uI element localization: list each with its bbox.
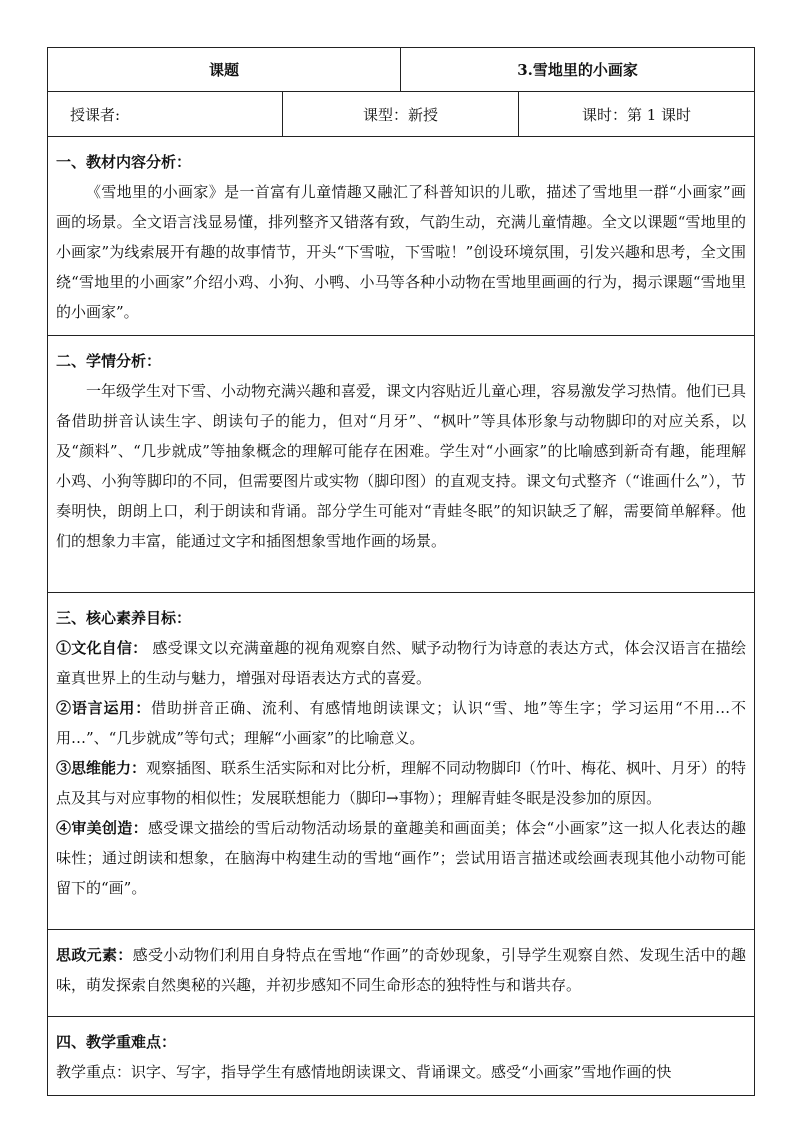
goal-text: 感受课文以充满童趣的视角观察自然、赋予动物行为诗意的表达方式，体会汉语言在描绘童真世界上的生动与魅力，增强对母语表达方式的喜爱。	[56, 639, 747, 687]
goal-text: 观察插图、联系生活实际和对比分析，理解不同动物脚印（竹叶、梅花、枫叶、月牙）的特点及其与对应事物的相似性；发展联想能力（脚印→事物）；理解青蛙冬眠是没参加的原因。	[56, 759, 747, 807]
lesson-plan-table	[47, 47, 755, 1096]
section-key-points	[48, 1017, 755, 1096]
section-core-goals	[48, 593, 755, 930]
goal-text: 借助拼音正确、流利、有感情地朗读课文；认识“雪、地”等生字；学习运用“不用…不用…”、“几步就成”等句式；理解“小画家”的比喻意义。	[56, 699, 747, 747]
goal-text: 感受课文描绘的雪后动物活动场景的童趣美和画面美；体会“小画家”这一拟人化表达的趣味性；通过朗读和想象，在脑海中构建生动的雪地“画作”；尝试用语言描述或绘画表现其他小动物可能留下的“画”。	[56, 819, 747, 897]
goal-item	[56, 813, 746, 903]
lesson-title: 3.雪地里的小画家	[401, 48, 755, 92]
lesson-period: 课时：第 1 课时	[519, 92, 755, 137]
ideology-label: 思政元素：	[56, 946, 133, 964]
section-student-analysis	[48, 336, 755, 593]
meta-row	[48, 92, 755, 137]
goal-label: ①文化自信：	[56, 639, 148, 657]
goal-item	[56, 693, 746, 753]
section-heading: 三、核心素养目标：	[56, 609, 192, 627]
teacher-field: 授课者:	[48, 92, 283, 137]
goal-item	[56, 753, 746, 813]
goal-label: ②语言运用：	[56, 699, 152, 717]
goal-item	[56, 633, 746, 693]
goal-label: ④审美创造：	[56, 819, 148, 837]
section-body: 一年级学生对下雪、小动物充满兴趣和喜爱，课文内容贴近儿童心理，容易激发学习热情。他们已具备借助拼音认读生字、朗读句子的能力，但对“月牙”、“枫叶”等具体形象与动物脚印的对应关系，以及“颜料”、“几步就成”等抽象概念的理解可能存在困难。学生对“小画家”的比喻感到新奇有趣，能理解小鸡、小狗等脚印的不同，但需要图片或实物（脚印图）的直观支持。课文句式整齐（“谁画什么”），节奏明快，朗朗上口，利于朗读和背诵。部分学生可能对“青蛙冬眠”的知识缺乏了解，需要简单解释。他们的想象力丰富，能通过文字和插图想象雪地作画的场景。	[56, 382, 747, 550]
lesson-plan-sheet	[47, 47, 754, 1096]
section-body: 《雪地里的小画家》是一首富有儿童情趣又融汇了科普知识的儿歌，描述了雪地里一群“小画家”画画的场景。全文语言浅显易懂，排列整齐又错落有致，气韵生动，充满儿童情趣。全文以课题“雪地里的小画家”为线索展开有趣的故事情节，开头“下雪啦，下雪啦！”创设环境氛围，引发兴趣和思考，全文围绕“雪地里的小画家”介绍小鸡、小狗、小鸭、小马等各种小动物在雪地里画画的行为，揭示课题“雪地里的小画家”。	[56, 183, 747, 321]
section-ideology	[48, 930, 755, 1017]
section-heading: 二、学情分析：	[56, 352, 162, 370]
ideology-text: 感受小动物们利用自身特点在雪地“作画”的奇妙现象，引导学生观察自然、发现生活中的趣味，萌发探索自然奥秘的兴趣，并初步感知不同生命形态的独特性与和谐共存。	[56, 946, 747, 994]
ideology-paragraph	[56, 940, 746, 1000]
section-heading: 四、教学重难点：	[56, 1033, 177, 1051]
header-row	[48, 48, 755, 92]
goal-label: ③思维能力：	[56, 759, 147, 777]
section-material-analysis	[48, 137, 755, 336]
topic-label: 课题	[48, 48, 401, 92]
section-heading: 一、教材内容分析：	[56, 153, 192, 171]
lesson-type: 课型：新授	[283, 92, 519, 137]
section-body: 教学重点：识字、写字，指导学生有感情地朗读课文、背诵课文。感受“小画家”雪地作画的快	[56, 1063, 672, 1081]
